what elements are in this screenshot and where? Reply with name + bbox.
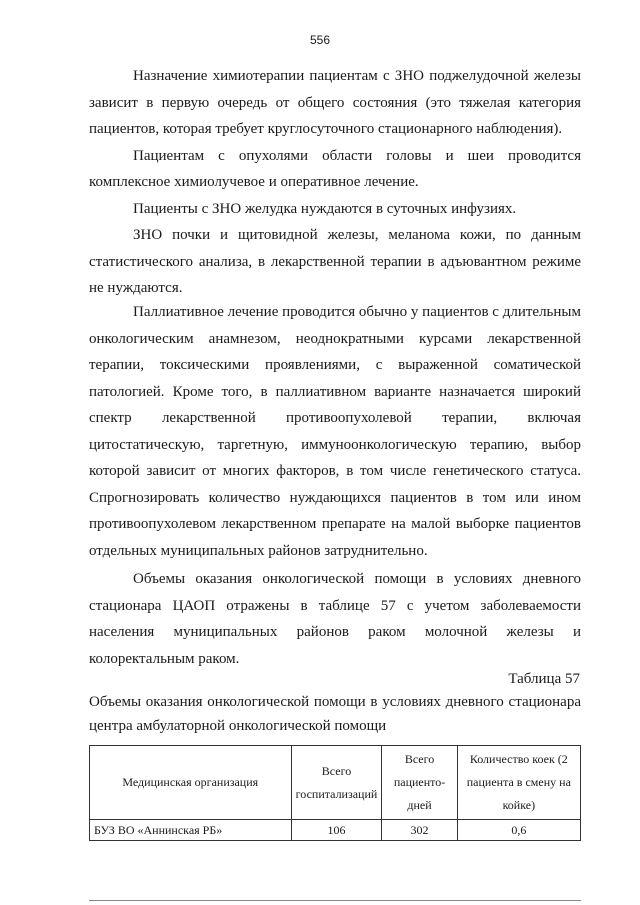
cell-patient-days: 302	[382, 820, 457, 841]
header-hospitalizations: Всего госпитализаций	[291, 746, 382, 820]
paragraph-kidney-thyroid: ЗНО почки и щитовидной железы, меланома кожи, по данным статистического анализа, в лекарственной терапии в адъювантном режиме не нуждаются.	[89, 227, 581, 296]
header-patient-days: Всего пациенто-дней	[382, 746, 457, 820]
header-organization: Медицинская организация	[90, 746, 292, 820]
body-text-upper	[89, 63, 581, 302]
paragraph-stomach: Пациенты с ЗНО желудка нуждаются в суточных инфузиях.	[133, 200, 517, 217]
body-text-lower	[89, 299, 581, 672]
paragraph-pancreas: Назначение химиотерапии пациентам с ЗНО поджелудочной железы зависит в первую очередь от общего состояния (это тяжелая категория пациентов, которая требует круглосуточного стационарного наблюдения).	[89, 68, 581, 137]
paragraph-head-neck: Пациентам с опухолями области головы и шеи проводится комплексное химиолучевое и оперативное лечение.	[89, 147, 581, 190]
table-header-row	[90, 746, 581, 820]
table-row	[90, 820, 581, 841]
cell-organization: БУЗ ВО «Аннинская РБ»	[90, 820, 292, 841]
paragraph-volumes: Объемы оказания онкологической помощи в условиях дневного стационара ЦАОП отражены в таблице 57 с учетом заболеваемости населения муниципальных районов раком молочной железы и колоректальным раком.	[89, 571, 581, 667]
header-beds: Количество коек (2 пациента в смену на койке)	[457, 746, 580, 820]
paragraph-palliative: Паллиативное лечение проводится обычно у пациентов с длительным онкологическим анамнезом, неоднократными курсами лекарственной терапии, токсическими проявлениями, с выраженной соматической патологией. Кроме того, в паллиативном варианте назначается широкий спектр лекарственной противоопухолевой терапии, включая цитостатическую, таргетную, иммуноонкологическую терапию, выбор которой зависит от многих факторов, в том числе генетического статуса. Спрогнозировать количество нуждающихся пациентов в том или ином противоопухолевом лекарственном препарате на малой выборке пациентов отдельных муниципальных районов затруднительно.	[89, 304, 581, 559]
page-number: 556	[309, 33, 331, 47]
table-caption: Объемы оказания онкологической помощи в условиях дневного стационара центра амбулаторной онкологической помощи	[89, 694, 581, 734]
data-table	[89, 745, 581, 841]
bottom-divider	[89, 900, 581, 901]
cell-hospitalizations: 106	[291, 820, 382, 841]
table-title: Таблица 57	[508, 671, 580, 687]
cell-beds: 0,6	[457, 820, 580, 841]
